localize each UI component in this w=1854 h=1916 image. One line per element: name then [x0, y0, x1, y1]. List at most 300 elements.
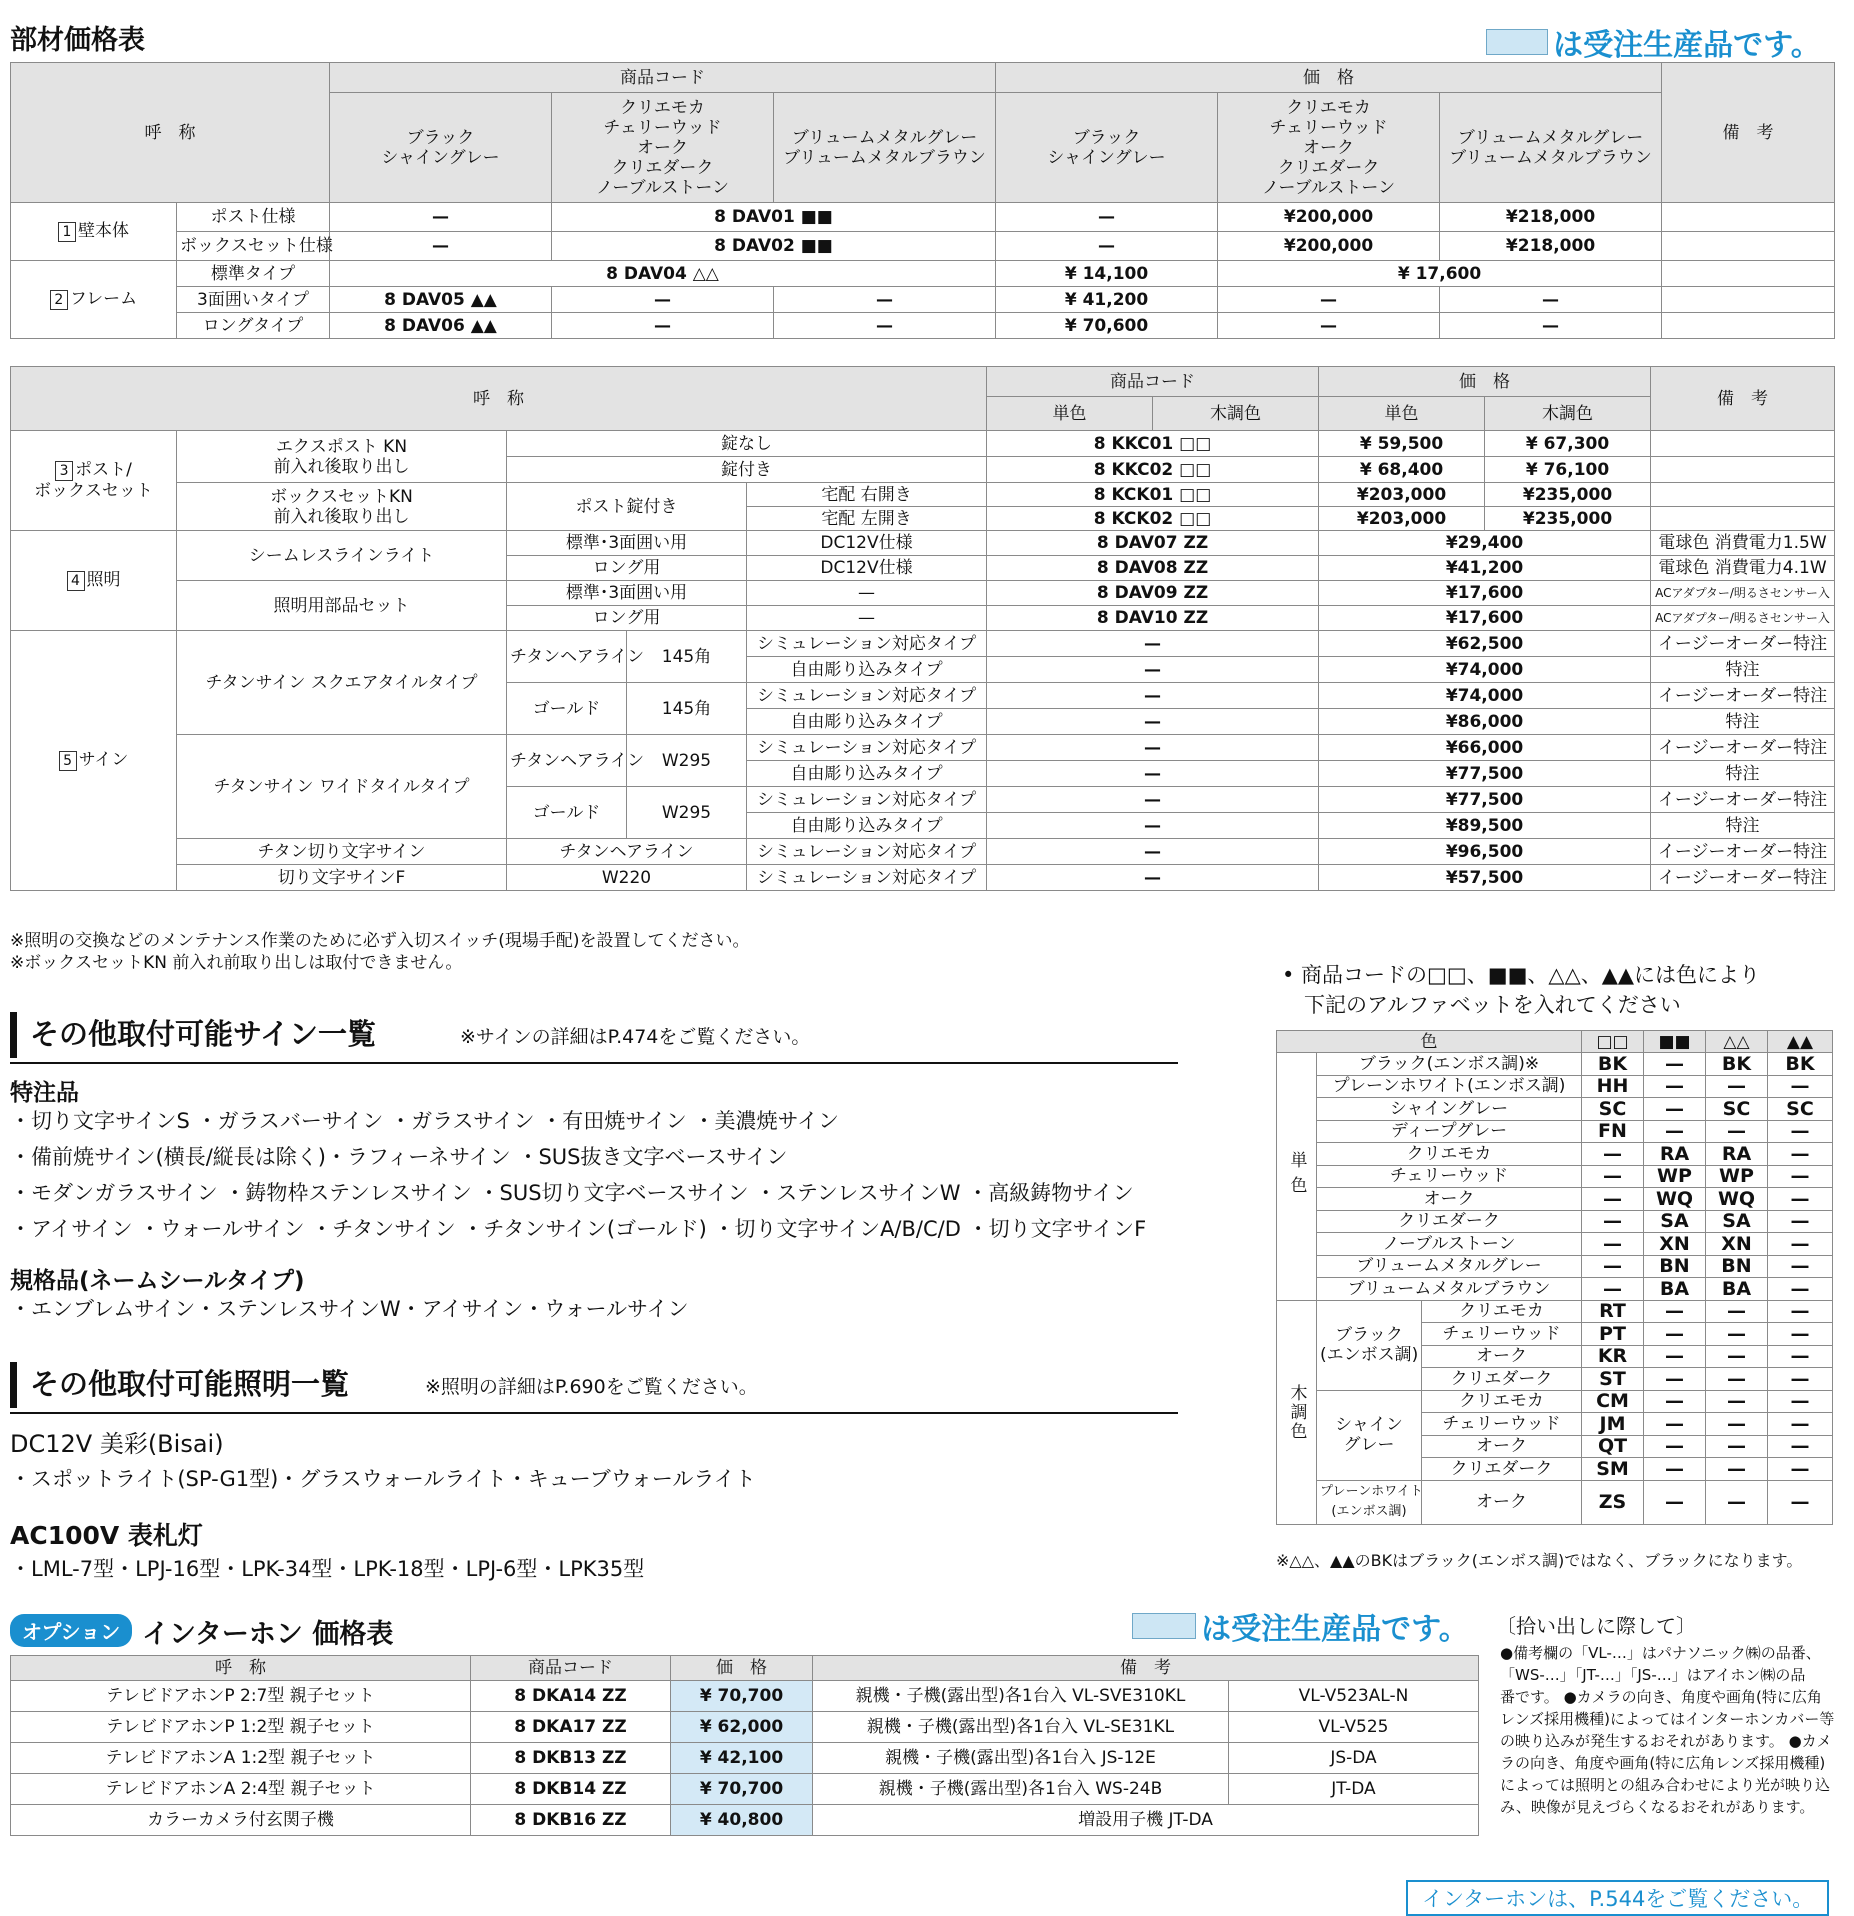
table-row: [11, 1743, 1479, 1774]
price: ¥ 76,100: [1485, 457, 1651, 483]
option-label: 錠なし: [507, 431, 987, 457]
size-label: W295: [627, 735, 747, 787]
finish-label: ゴールド: [507, 787, 627, 839]
table-row: [1277, 1390, 1833, 1413]
note-cell: [1651, 457, 1835, 483]
color-code: —: [1644, 1300, 1706, 1323]
pickup-note-line: ●備考欄の「VL-…」はパナソニック㈱の品番、: [1500, 1644, 1821, 1662]
row-label: 照明用部品セット: [177, 581, 507, 631]
type-label: シミュレーション対応タイプ: [747, 631, 987, 657]
made-to-order-legend: は受注生産品です。: [1486, 20, 1821, 64]
color-name: チェリーウッド: [1317, 1165, 1582, 1188]
finish-label: ゴールド: [507, 683, 627, 735]
made-to-order-swatch: [1486, 29, 1548, 55]
product-code: 8 DKB14 ZZ: [471, 1774, 671, 1805]
color-code: RA: [1644, 1143, 1706, 1166]
note-cell: ACアダプター/明るさセンサー入: [1651, 581, 1835, 606]
row-label: ボックスセット仕様: [177, 232, 330, 261]
col-header-note: 備 考: [1662, 63, 1835, 203]
color-name: オーク: [1422, 1435, 1582, 1458]
color-code: BN: [1644, 1255, 1706, 1278]
color-code: —: [1582, 1143, 1644, 1166]
color-name: プレーンホワイト(エンボス調): [1317, 1075, 1582, 1098]
note-cell: イージーオーダー特注: [1651, 735, 1835, 761]
col-header-code-2: ■■: [1644, 1031, 1706, 1053]
note-cell: イージーオーダー特注: [1651, 839, 1835, 865]
option-label: 宅配 右開き: [747, 483, 987, 507]
table-row: [1277, 1255, 1833, 1278]
intercom-page-link[interactable]: インターホンは、P.544をご覧ください。: [1406, 1880, 1829, 1916]
color-code: —: [1644, 1458, 1706, 1481]
color-code: —: [1644, 1075, 1706, 1098]
price: ¥77,500: [1319, 787, 1651, 813]
product-code: 8 DAV04 △△: [330, 261, 996, 287]
note-cell: [1651, 483, 1835, 507]
product-code: 8 KKC02 □□: [987, 457, 1319, 483]
single-color-group: 単色: [1277, 1053, 1317, 1301]
lights-reference: ※照明の詳細はP.690をご覧ください。: [425, 1376, 758, 1398]
price: ¥17,600: [1319, 606, 1651, 631]
cell: —: [330, 203, 552, 232]
row-label: ボックスセットKN 前入れ後取り出し: [177, 483, 507, 531]
made-to-order-legend: は受注生産品です。: [1132, 1604, 1469, 1648]
price: ¥ 41,200: [996, 287, 1218, 313]
color-code: —: [1768, 1188, 1833, 1211]
price: —: [1218, 287, 1440, 313]
product-code: —: [774, 287, 996, 313]
col-header-name: 呼 称: [11, 1656, 471, 1681]
color-code: —: [1768, 1323, 1833, 1346]
color-code: —: [1706, 1345, 1768, 1368]
pickup-note-line: の映り込みが発生するおそれがあります。 ●カメ: [1500, 1732, 1832, 1750]
color-code: —: [1644, 1098, 1706, 1121]
product-code: 8 DAV10 ZZ: [987, 606, 1319, 631]
product-name: テレビドアホンA 2:4型 親子セット: [11, 1774, 471, 1805]
wood-subgroup: プレーンホワイト (エンボス調): [1317, 1480, 1422, 1524]
pickup-note-line: 「WS-…」「JT-…」「JS-…」はアイホン㈱の品: [1500, 1666, 1806, 1684]
color-code-intro: • 商品コードの□□、■■、△△、▲▲には色により 下記のアルファベットを入れてください: [1282, 963, 1761, 1017]
color-code: SC: [1768, 1098, 1833, 1121]
product-code: —: [987, 813, 1319, 839]
pickup-note-line: によっては照明との組み合わせにより光が映り込: [1500, 1776, 1831, 1794]
price: —: [1440, 313, 1662, 339]
color-code: BK: [1706, 1053, 1768, 1076]
color-code: —: [1582, 1255, 1644, 1278]
color-code: XN: [1644, 1233, 1706, 1256]
parts-price-table-1: [10, 62, 1835, 339]
color-code: —: [1768, 1458, 1833, 1481]
product-code: —: [774, 313, 996, 339]
pickup-note-line: ラの向き、角度や画角(特に広角レンズ採用機種): [1500, 1754, 1826, 1772]
color-code: —: [1706, 1480, 1768, 1524]
color-code: RA: [1706, 1143, 1768, 1166]
footnote: ※ボックスセットKN 前入れ前取り出しは取付できません。: [10, 953, 463, 973]
table-row: [1277, 1188, 1833, 1211]
color-code: —: [1768, 1120, 1833, 1143]
price: ¥66,000: [1319, 735, 1651, 761]
type-label: シミュレーション対応タイプ: [747, 865, 987, 891]
price: ¥235,000: [1485, 483, 1651, 507]
price: ¥203,000: [1319, 483, 1485, 507]
row-label: チタン切り文字サイン: [177, 839, 507, 865]
type-label: シミュレーション対応タイプ: [747, 735, 987, 761]
color-code: —: [1706, 1435, 1768, 1458]
product-code: —: [987, 735, 1319, 761]
signs-section-title: その他取付可能サイン一覧: [30, 1017, 376, 1051]
color-code: BN: [1706, 1255, 1768, 1278]
color-code: —: [1768, 1165, 1833, 1188]
note-cell: イージーオーダー特注: [1651, 683, 1835, 709]
color-code: BK: [1768, 1053, 1833, 1076]
note-cell: [1662, 313, 1835, 339]
note-cell: 特注: [1651, 761, 1835, 787]
price: ¥29,400: [1319, 531, 1651, 556]
price: ¥86,000: [1319, 709, 1651, 735]
color-code: —: [1582, 1210, 1644, 1233]
note-cell: [1662, 203, 1835, 232]
price: ¥200,000: [1218, 232, 1440, 261]
model-cell: JT-DA: [1229, 1774, 1479, 1805]
color-code: —: [1706, 1323, 1768, 1346]
divider: [10, 1412, 1178, 1414]
color-name: オーク: [1422, 1345, 1582, 1368]
color-code: SA: [1706, 1210, 1768, 1233]
option-label: —: [747, 581, 987, 606]
pickup-title: 〔拾い出しに際して〕: [1496, 1614, 1696, 1638]
color-code: SC: [1706, 1098, 1768, 1121]
option-label: DC12V仕様: [747, 531, 987, 556]
finish-label: チタンヘアライン: [507, 631, 627, 683]
color-code: FN: [1582, 1120, 1644, 1143]
table-row: [1277, 1210, 1833, 1233]
type-label: 自由彫り込みタイプ: [747, 709, 987, 735]
color-group-2: クリエモカ チェリーウッド オーク クリエダーク ノーブルストーン: [552, 93, 774, 203]
table-row: [1277, 1165, 1833, 1188]
page-title: 部材価格表: [10, 25, 145, 56]
price: ¥77,500: [1319, 761, 1651, 787]
color-code: RT: [1582, 1300, 1644, 1323]
type-label: シミュレーション対応タイプ: [747, 787, 987, 813]
product-code: —: [987, 657, 1319, 683]
color-code: —: [1768, 1435, 1833, 1458]
color-group-1: ブラック シャイングレー: [996, 93, 1218, 203]
color-name: チェリーウッド: [1422, 1413, 1582, 1436]
table-row: [11, 1774, 1479, 1805]
color-code: —: [1582, 1188, 1644, 1211]
table-row: [11, 232, 1835, 261]
color-code: —: [1768, 1413, 1833, 1436]
note-cell: 電球色 消費電力4.1W: [1651, 556, 1835, 581]
price: ¥74,000: [1319, 657, 1651, 683]
color-code: XN: [1706, 1233, 1768, 1256]
product-code: 8 DAV08 ZZ: [987, 556, 1319, 581]
product-code: 8 KCK01 □□: [987, 483, 1319, 507]
note-cell: 電球色 消費電力1.5W: [1651, 531, 1835, 556]
col-header-price: 価 格: [1319, 367, 1651, 397]
table-row: [11, 287, 1835, 313]
row-label: チタンサイン ワイドタイルタイプ: [177, 735, 507, 839]
color-code: —: [1768, 1075, 1833, 1098]
product-code: 8 DAV09 ZZ: [987, 581, 1319, 606]
ac100v-heading: AC100V 表札灯: [10, 1521, 203, 1550]
col-header-single: 単色: [1319, 397, 1485, 431]
color-code-table: [1276, 1030, 1833, 1525]
color-code: —: [1768, 1390, 1833, 1413]
option-label: ロング用: [507, 556, 747, 581]
color-code: —: [1644, 1323, 1706, 1346]
color-name: クリエモカ: [1317, 1143, 1582, 1166]
size-label: W220: [507, 865, 747, 891]
note-cell: 特注: [1651, 813, 1835, 839]
price: ¥ 70,600: [996, 313, 1218, 339]
product-code: 8 KCK02 □□: [987, 507, 1319, 531]
note-cell: 特注: [1651, 709, 1835, 735]
price: ¥235,000: [1485, 507, 1651, 531]
color-name: ブラック(エンボス調)※: [1317, 1053, 1582, 1076]
col-header-code-4: ▲▲: [1768, 1031, 1833, 1053]
option-label: 宅配 左開き: [747, 507, 987, 531]
product-code: —: [987, 865, 1319, 891]
row-label: 切り文字サインF: [177, 865, 507, 891]
option-label: DC12V仕様: [747, 556, 987, 581]
row-label: ロングタイプ: [177, 313, 330, 339]
product-code: 8 DKA17 ZZ: [471, 1712, 671, 1743]
color-name: ノーブルストーン: [1317, 1233, 1582, 1256]
color-code: BK: [1582, 1053, 1644, 1076]
note-cell: [1651, 507, 1835, 531]
type-label: 自由彫り込みタイプ: [747, 657, 987, 683]
color-code: —: [1644, 1368, 1706, 1391]
color-code: WQ: [1706, 1188, 1768, 1211]
type-label: 自由彫り込みタイプ: [747, 813, 987, 839]
note-cell: ACアダプター/明るさセンサー入: [1651, 606, 1835, 631]
col-header-note: 備 考: [1651, 367, 1835, 431]
note-cell: [1662, 232, 1835, 261]
size-label: 145角: [627, 631, 747, 683]
note-cell: イージーオーダー特注: [1651, 631, 1835, 657]
product-code: 8 KKC01 □□: [987, 431, 1319, 457]
option-label: ポスト錠付き: [507, 483, 747, 531]
group-label: 5 サイン: [11, 631, 177, 891]
ac100v-list: ・LML-7型・LPJ-16型・LPK-34型・LPK-18型・LPJ-6型・LPK35型: [10, 1557, 645, 1581]
col-header-single: 単色: [987, 397, 1153, 431]
table-row: [11, 313, 1835, 339]
product-code: 8 DAV06 ▲▲: [330, 313, 552, 339]
color-name: クリエダーク: [1317, 1210, 1582, 1233]
table-row: [1277, 1233, 1833, 1256]
option-label: 錠付き: [507, 457, 987, 483]
product-code: —: [987, 631, 1319, 657]
table-row: [11, 1681, 1479, 1712]
color-code: —: [1768, 1368, 1833, 1391]
color-name: クリエダーク: [1422, 1368, 1582, 1391]
cell: —: [330, 232, 552, 261]
product-code: 8 DAV07 ZZ: [987, 531, 1319, 556]
color-code: CM: [1582, 1390, 1644, 1413]
type-label: 自由彫り込みタイプ: [747, 761, 987, 787]
pickup-notes: [1500, 1642, 1840, 1818]
color-code: WP: [1706, 1165, 1768, 1188]
color-name: チェリーウッド: [1422, 1323, 1582, 1346]
price: ¥203,000: [1319, 507, 1485, 531]
pickup-note-line: み、映像が見えづらくなるおそれがあります。: [1500, 1798, 1815, 1816]
group-label: 2 フレーム: [11, 261, 177, 339]
table-row: [1277, 1120, 1833, 1143]
model-cell: VL-V523AL-N: [1229, 1681, 1479, 1712]
color-name: ブリュームメタルブラウン: [1317, 1278, 1582, 1301]
price: ¥ 68,400: [1319, 457, 1485, 483]
group-label: 4 照明: [11, 531, 177, 631]
row-label: エクスポスト KN 前入れ後取り出し: [177, 431, 507, 483]
product-code: —: [987, 683, 1319, 709]
color-code: —: [1768, 1233, 1833, 1256]
note-cell: 親機・子機(露出型)各1台入 VL-SVE310KL: [813, 1681, 1229, 1712]
col-header-wood: 木調色: [1153, 397, 1319, 431]
note-cell: [1662, 287, 1835, 313]
price: ¥ 40,800: [671, 1805, 813, 1836]
color-code: —: [1768, 1278, 1833, 1301]
price: ¥89,500: [1319, 813, 1651, 839]
pickup-note-line: レンズ採用機種)によってはインターホンカバー等: [1500, 1710, 1835, 1728]
note-cell: 特注: [1651, 657, 1835, 683]
col-header-code: 商品コード: [330, 63, 996, 93]
product-code: 8 DAV01 ■■: [552, 203, 996, 232]
color-code: ZS: [1582, 1480, 1644, 1524]
note-cell: 親機・子機(露出型)各1台入 JS-12E: [813, 1743, 1229, 1774]
col-header-color: 色: [1277, 1031, 1582, 1053]
parts-price-table-2: [10, 366, 1835, 891]
table-row: [1277, 1143, 1833, 1166]
color-code: —: [1706, 1458, 1768, 1481]
col-header-name: 呼 称: [11, 63, 330, 203]
price: ¥ 70,700: [671, 1681, 813, 1712]
price: ¥17,600: [1319, 581, 1651, 606]
price: ¥ 70,700: [671, 1774, 813, 1805]
note-cell: [1651, 431, 1835, 457]
group-label: 3 ポスト/ ボックスセット: [11, 431, 177, 531]
table-row: [11, 1805, 1479, 1836]
table-row: [1277, 1278, 1833, 1301]
color-name: オーク: [1422, 1480, 1582, 1524]
product-code: —: [987, 787, 1319, 813]
price: ¥96,500: [1319, 839, 1651, 865]
lights-section-title: その他取付可能照明一覧: [30, 1367, 350, 1401]
color-code: —: [1768, 1480, 1833, 1524]
option-label: 標準･3面囲い用: [507, 581, 747, 606]
note-cell: [1662, 261, 1835, 287]
option-label: —: [747, 606, 987, 631]
color-code: BA: [1644, 1278, 1706, 1301]
type-label: シミュレーション対応タイプ: [747, 839, 987, 865]
option-label: ロング用: [507, 606, 747, 631]
table-row: [11, 261, 1835, 287]
table-row: [1277, 1480, 1833, 1524]
color-code: —: [1768, 1143, 1833, 1166]
product-code: 8 DAV02 ■■: [552, 232, 996, 261]
product-code: —: [987, 709, 1319, 735]
made-to-order-swatch: [1132, 1613, 1196, 1639]
table-row: [1277, 1300, 1833, 1323]
color-code: KR: [1582, 1345, 1644, 1368]
note-cell: イージーオーダー特注: [1651, 865, 1835, 891]
color-code: WQ: [1644, 1188, 1706, 1211]
color-code: BA: [1706, 1278, 1768, 1301]
note-cell: 親機・子機(露出型)各1台入 WS-24B: [813, 1774, 1229, 1805]
color-code: —: [1582, 1233, 1644, 1256]
color-code: QT: [1582, 1435, 1644, 1458]
intercom-title: インターホン 価格表: [142, 1619, 394, 1650]
dc12v-list: ・スポットライト(SP-G1型)・グラスウォールライト・キューブウォールライト: [10, 1467, 756, 1491]
special-order-heading: 特注品: [10, 1080, 79, 1106]
col-header-price: 価 格: [996, 63, 1662, 93]
product-name: カラーカメラ付玄関子機: [11, 1805, 471, 1836]
finish-label: チタンヘアライン: [507, 735, 627, 787]
color-group-1: ブラック シャイングレー: [330, 93, 552, 203]
option-badge: オプション: [10, 1614, 132, 1647]
color-code: —: [1644, 1435, 1706, 1458]
color-code: —: [1768, 1345, 1833, 1368]
price: ¥ 17,600: [1218, 261, 1662, 287]
product-code: —: [987, 761, 1319, 787]
type-label: シミュレーション対応タイプ: [747, 683, 987, 709]
pickup-note-line: 番です。 ●カメラの向き、角度や画角(特に広角: [1500, 1688, 1822, 1706]
color-code: —: [1768, 1300, 1833, 1323]
section-bar: [10, 1012, 17, 1058]
col-header-code: 商品コード: [987, 367, 1319, 397]
color-code: —: [1582, 1278, 1644, 1301]
color-code: JM: [1582, 1413, 1644, 1436]
row-label: 標準タイプ: [177, 261, 330, 287]
color-code: ST: [1582, 1368, 1644, 1391]
product-name: テレビドアホンP 2:7型 親子セット: [11, 1681, 471, 1712]
color-code: SC: [1582, 1098, 1644, 1121]
model-cell: JS-DA: [1229, 1743, 1479, 1774]
group-label: 1 壁本体: [11, 203, 177, 261]
color-footnote: ※△△、▲▲のBKはブラック(エンボス調)ではなく、ブラックになります。: [1276, 1551, 1803, 1570]
color-code: —: [1644, 1413, 1706, 1436]
price: ¥ 59,500: [1319, 431, 1485, 457]
product-code: 8 DKB13 ZZ: [471, 1743, 671, 1774]
color-code: SA: [1644, 1210, 1706, 1233]
price: ¥41,200: [1319, 556, 1651, 581]
table-row: [1277, 1053, 1833, 1076]
intercom-price-table: [10, 1655, 1479, 1836]
price: ¥ 14,100: [996, 261, 1218, 287]
color-code: —: [1644, 1390, 1706, 1413]
row-label: チタンサイン スクエアタイルタイプ: [177, 631, 507, 735]
color-name: シャイングレー: [1317, 1098, 1582, 1121]
option-label: 標準･3面囲い用: [507, 531, 747, 556]
col-header-code-1: □□: [1582, 1031, 1644, 1053]
special-order-list: ・切り文字サインS ・ガラスバーサイン ・ガラスサイン ・有田焼サイン ・美濃焼サイン ・備前焼サイン(横長/縦長は除く)・ラフィーネサイン ・SUS抜き文字ベースサイン ・モダンガラスサイン ・鋳物枠ステンレスサイン ・SUS切り文字ベースサイン ・ステンレスサインW ・高級鋳物サイン ・アイサイン ・ウォールサイン ・チタンサイン ・チタンサイン(ゴールド) ・切り文字サインA/B/C/D ・切り文字サインF: [10, 1109, 1147, 1241]
price: —: [1218, 313, 1440, 339]
color-code: —: [1644, 1120, 1706, 1143]
product-code: —: [552, 287, 774, 313]
price: ¥ 62,000: [671, 1712, 813, 1743]
note-cell: 親機・子機(露出型)各1台入 VL-SE31KL: [813, 1712, 1229, 1743]
product-name: テレビドアホンA 1:2型 親子セット: [11, 1743, 471, 1774]
color-code: —: [1582, 1165, 1644, 1188]
col-header-wood: 木調色: [1485, 397, 1651, 431]
standard-heading: 規格品(ネームシールタイプ): [10, 1268, 305, 1294]
color-code: —: [1768, 1255, 1833, 1278]
section-bar: [10, 1362, 17, 1408]
table-row: [1277, 1075, 1833, 1098]
color-code: —: [1706, 1120, 1768, 1143]
price: ¥74,000: [1319, 683, 1651, 709]
row-label: シームレスラインライト: [177, 531, 507, 581]
color-group-3: ブリュームメタルグレー ブリュームメタルブラウン: [1440, 93, 1662, 203]
